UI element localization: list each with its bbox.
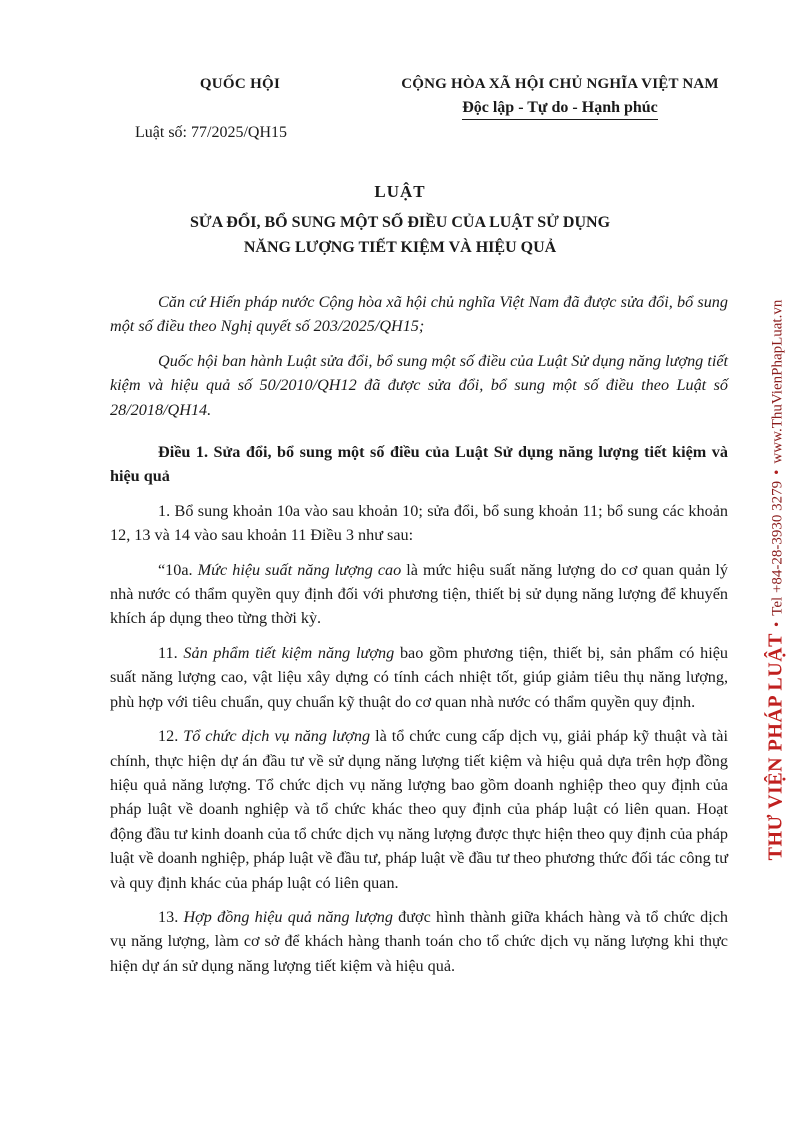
definition-term: Sản phẩm tiết kiệm năng lượng (183, 643, 395, 662)
header-left (150, 76, 330, 93)
definition-term: Tổ chức dịch vụ năng lượng (183, 727, 371, 746)
publisher-watermark (752, 230, 800, 930)
national-title: CỘNG HÒA XÃ HỘI CHỦ NGHĨA VIỆT NAM (401, 76, 719, 92)
watermark-separator: • (769, 469, 786, 475)
definition-text: là tổ chức cung cấp dịch vụ, giải pháp kỹ thuật và tài chính, thực hiện dự án đầu tư về sử dụng năng lượng tiết kiệm và hiệu quả dựa trên hợp đồng hiệu quả năng lượng. Tổ chức dịch vụ năng lượng bao gồm doanh nghiệp theo quy định của pháp luật về doanh nghiệp và tổ chức khác theo quy định của pháp luật có liên quan. Hoạt động đầu tư kinh doanh của tổ chức dịch vụ năng lượng được thực hiện theo quy định của pháp luật về doanh nghiệp, pháp luật về đầu tư, pháp luật về đầu tư theo phương thức đối tác công tư và quy định khác của pháp luật có liên quan. (110, 727, 728, 892)
definition-number: “10a. (158, 560, 198, 579)
article-1-heading: Điều 1. Sửa đổi, bổ sung một số điều của Luật Sử dụng năng lượng tiết kiệm và hiệu quả (110, 443, 728, 486)
definition-11 (110, 641, 728, 714)
legal-basis-paragraph: Căn cứ Hiến pháp nước Cộng hòa xã hội chủ nghĩa Việt Nam đã được sửa đổi, bổ sung một số điều theo Nghị quyết số 203/2025/QH15; (110, 293, 728, 336)
watermark-website: www.ThuVienPhapLuat.vn (769, 299, 786, 464)
definition-13 (110, 905, 728, 978)
definition-number: 11. (158, 643, 184, 662)
watermark-separator: • (769, 621, 786, 627)
definition-term: Mức hiệu suất năng lượng cao (197, 560, 402, 579)
clause-1-paragraph: 1. Bổ sung khoản 10a vào sau khoản 10; sửa đổi, bổ sung khoản 11; bổ sung các khoản 12, 13 và 14 vào sau khoản 11 Điều 3 như sau: (110, 501, 728, 545)
definition-text: là mức hiệu suất năng lượng do cơ quan quản lý nhà nước có thẩm quyền quy định đối với phương tiện, thiết bị sử dụng năng lượng để khuyến khích áp dụng theo từng thời kỳ. (110, 560, 728, 628)
definition-number: 13. (158, 907, 184, 926)
definition-text: bao gồm phương tiện, thiết bị, sản phẩm có hiệu suất năng lượng cao, vật liệu xây dựng có tính cách nhiệt tốt, giúp giảm tiêu thụ năng lượng, phù hợp với tiêu chuẩn, quy chuẩn kỹ thuật do cơ quan nhà nước có thẩm quyền quy định. (110, 643, 729, 711)
header-right (380, 76, 740, 120)
document-body (110, 290, 728, 988)
title-block (120, 182, 680, 260)
enactment-paragraph: Quốc hội ban hành Luật sửa đổi, bổ sung một số điều của Luật Sử dụng năng lượng tiết kiệm và hiệu quả số 50/2010/QH12 đã được sửa đổi, bổ sung một số điều theo Luật số 28/2018/QH14. (110, 351, 728, 419)
definition-12 (110, 724, 728, 895)
watermark-brand: THƯ VIỆN PHÁP LUẬT (764, 633, 787, 861)
definition-text: được hình thành giữa khách hàng và tổ chức dịch vụ năng lượng, làm cơ sở để khách hàng thanh toán cho tổ chức dịch vụ năng lượng khi thực hiện dự án sử dụng năng lượng tiết kiệm và hiệu quả. (110, 907, 729, 975)
definition-number: 12. (158, 727, 184, 746)
law-number: Luật số: 77/2025/QH15 (135, 124, 287, 141)
issuing-agency: QUỐC HỘI (199, 76, 281, 92)
definition-term: Hợp đồng hiệu quả năng lượng (183, 907, 393, 926)
watermark-text (765, 300, 788, 861)
document-type: LUẬT (374, 182, 426, 201)
document-title-line-1: SỬA ĐỔI, BỔ SUNG MỘT SỐ ĐIỀU CỦA LUẬT SỬ DỤNG (189, 214, 611, 231)
document-title (120, 210, 680, 260)
watermark-phone: Tel +84-28-3930 3279 (769, 480, 786, 616)
document-title-line-2: NĂNG LƯỢNG TIẾT KIỆM VÀ HIỆU QUẢ (243, 239, 557, 256)
national-motto: Độc lập - Tự do - Hạnh phúc (462, 99, 658, 120)
definition-10a (110, 558, 728, 631)
